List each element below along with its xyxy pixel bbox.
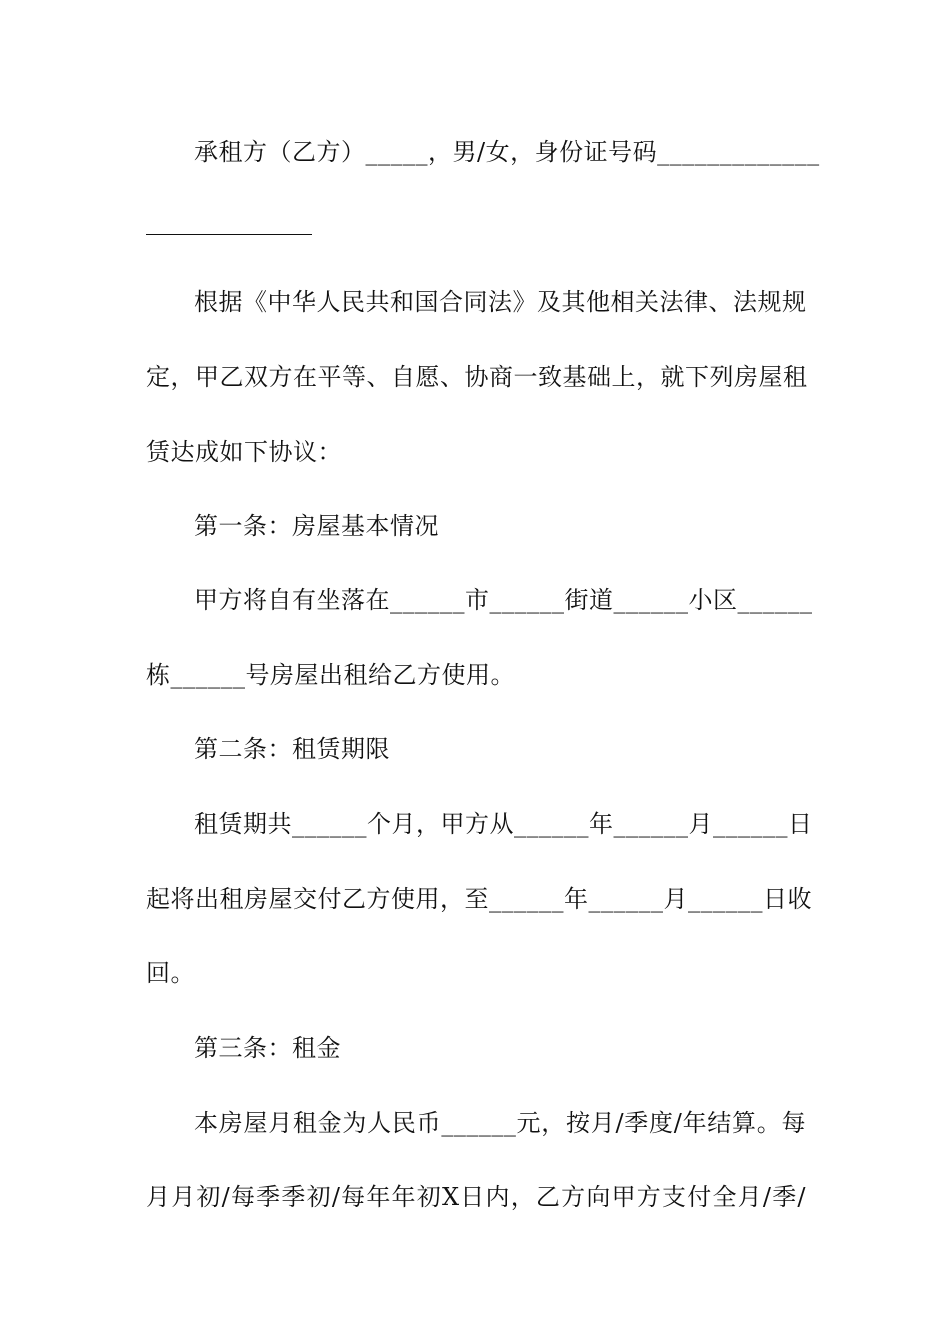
preamble-line-1: 根据《中华人民共和国合同法》及其他相关法律、法规规 xyxy=(194,288,807,316)
preamble-line-3: 赁达成如下协议： xyxy=(146,438,342,466)
article-2-line-2: 起将出租房屋交付乙方使用，至______年______月______日收 xyxy=(146,885,812,913)
article-3-line-1: 本房屋月租金为人民币______元，按月/季度/年结算。每 xyxy=(194,1109,806,1137)
article-1-heading: 第一条：房屋基本情况 xyxy=(194,512,439,540)
article-3-line-2: 月月初/每季季初/每年年初X日内，乙方向甲方支付全月/季/ xyxy=(146,1183,806,1211)
article-1-line-2: 栋______号房屋出租给乙方使用。 xyxy=(146,661,515,689)
article-2-line-3: 回。 xyxy=(146,959,195,987)
article-2-heading: 第二条：租赁期限 xyxy=(194,735,390,763)
article-1-line-1: 甲方将自有坐落在______市______街道______小区______ xyxy=(194,586,813,614)
tenant-line: 承租方（乙方）_____，男/女，身份证号码_____________ xyxy=(194,138,820,166)
article-2-line-1: 租赁期共______个月，甲方从______年______月______日 xyxy=(194,810,813,838)
article-3-heading: 第三条：租金 xyxy=(194,1034,341,1062)
preamble-line-2: 定，甲乙双方在平等、自愿、协商一致基础上，就下列房屋租 xyxy=(146,363,808,391)
id-number-blank-continuation xyxy=(146,234,312,235)
